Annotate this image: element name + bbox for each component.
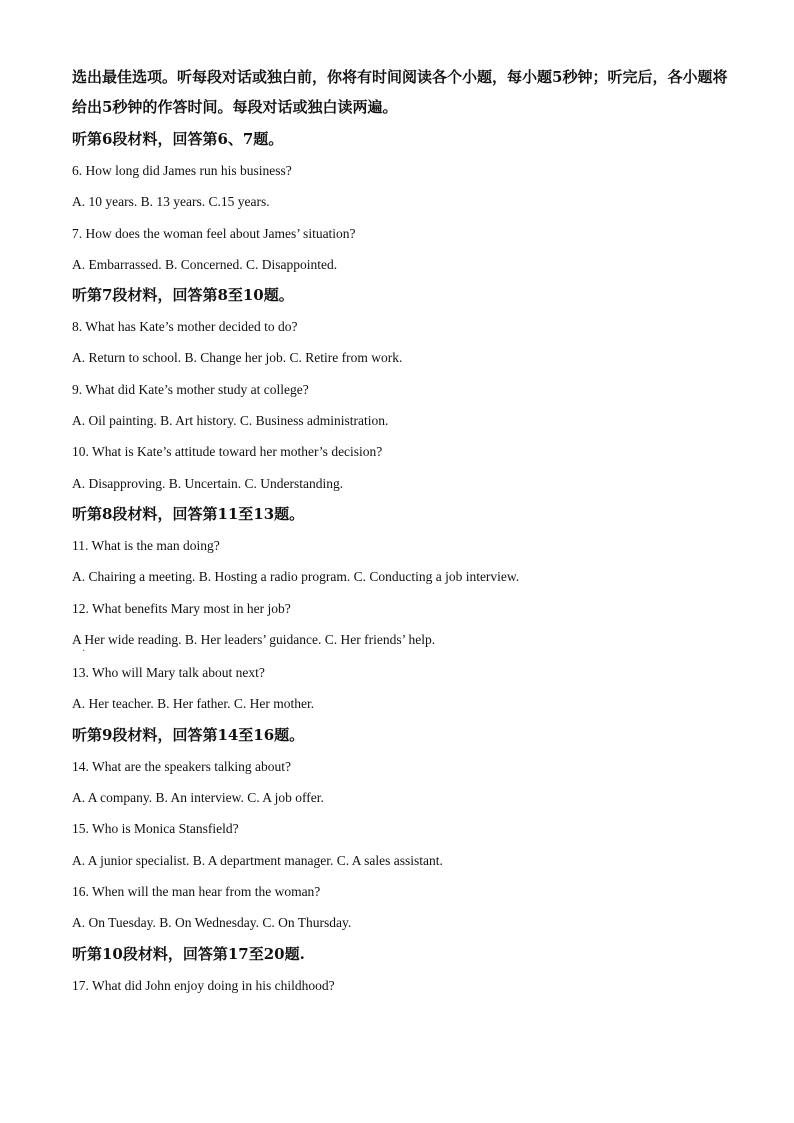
- listening-section: [72, 720, 732, 939]
- listening-section: [72, 280, 732, 499]
- answer-options: A. Her teacher. B. Her father. C. Her mother.: [72, 696, 315, 712]
- answer-options: A. A junior specialist. B. A department manager. C. A sales assistant.: [72, 852, 443, 868]
- section-heading: 听第10段材料，回答第17至20题.: [72, 944, 305, 963]
- answer-options: A. 10 years. B. 13 years. C.15 years.: [72, 194, 270, 210]
- answer-options: A. Return to school. B. Change her job. C. Retire from work.: [72, 350, 403, 366]
- answer-options: A Her wide reading. B. Her leaders’ guidance. C. Her friends’ help.: [72, 631, 436, 647]
- stray-mark: ·: [82, 646, 86, 658]
- exam-page: [72, 62, 732, 1001]
- answer-options: A. Chairing a meeting. B. Hosting a radio program. C. Conducting a job interview.: [72, 569, 520, 585]
- answer-options: A. Embarrassed. B. Concerned. C. Disappointed.: [72, 256, 338, 272]
- question-text: 16. When will the man hear from the woman?: [72, 883, 321, 899]
- listening-instructions: 选出最佳选项。听每段对话或独白前，你将有时间阅读各个小题，每小题5秒钟；听完后，各小题将给出5秒钟的作答时间。每段对话或独白读两遍。: [72, 68, 728, 116]
- section-heading: 听第6段材料，回答第6、7题。: [72, 130, 284, 148]
- section-heading: 听第7段材料，回答第8至10题。: [72, 286, 294, 305]
- question-text: 8. What has Kate’s mother decided to do?: [72, 319, 298, 335]
- question-text: 14. What are the speakers talking about?: [72, 758, 292, 774]
- question-text: 12. What benefits Mary most in her job?: [72, 600, 291, 616]
- question-text: 10. What is Kate’s attitude toward her mother’s decision?: [72, 444, 383, 460]
- question-text: 13. Who will Mary talk about next?: [72, 665, 265, 681]
- answer-options: A. Oil painting. B. Art history. C. Business administration.: [72, 413, 389, 429]
- question-text: 17. What did John enjoy doing in his childhood?: [72, 977, 335, 993]
- answer-options: A. Disapproving. B. Uncertain. C. Understanding.: [72, 475, 344, 491]
- section-heading: 听第9段材料，回答第14至16题。: [72, 725, 305, 744]
- listening-section: [72, 124, 732, 280]
- question-text: 9. What did Kate’s mother study at college?: [72, 381, 309, 397]
- listening-section: [72, 939, 732, 1001]
- section-heading: 听第8段材料，回答第11至13题。: [72, 504, 305, 523]
- listening-section: [72, 499, 732, 720]
- answer-options: A. A company. B. An interview. C. A job offer.: [72, 790, 324, 806]
- question-text: 7. How does the woman feel about James’ situation?: [72, 225, 356, 241]
- answer-options: A. On Tuesday. B. On Wednesday. C. On Thursday.: [72, 915, 352, 931]
- question-text: 11. What is the man doing?: [72, 537, 220, 553]
- question-text: 15. Who is Monica Stansfield?: [72, 821, 239, 837]
- question-text: 6. How long did James run his business?: [72, 163, 292, 178]
